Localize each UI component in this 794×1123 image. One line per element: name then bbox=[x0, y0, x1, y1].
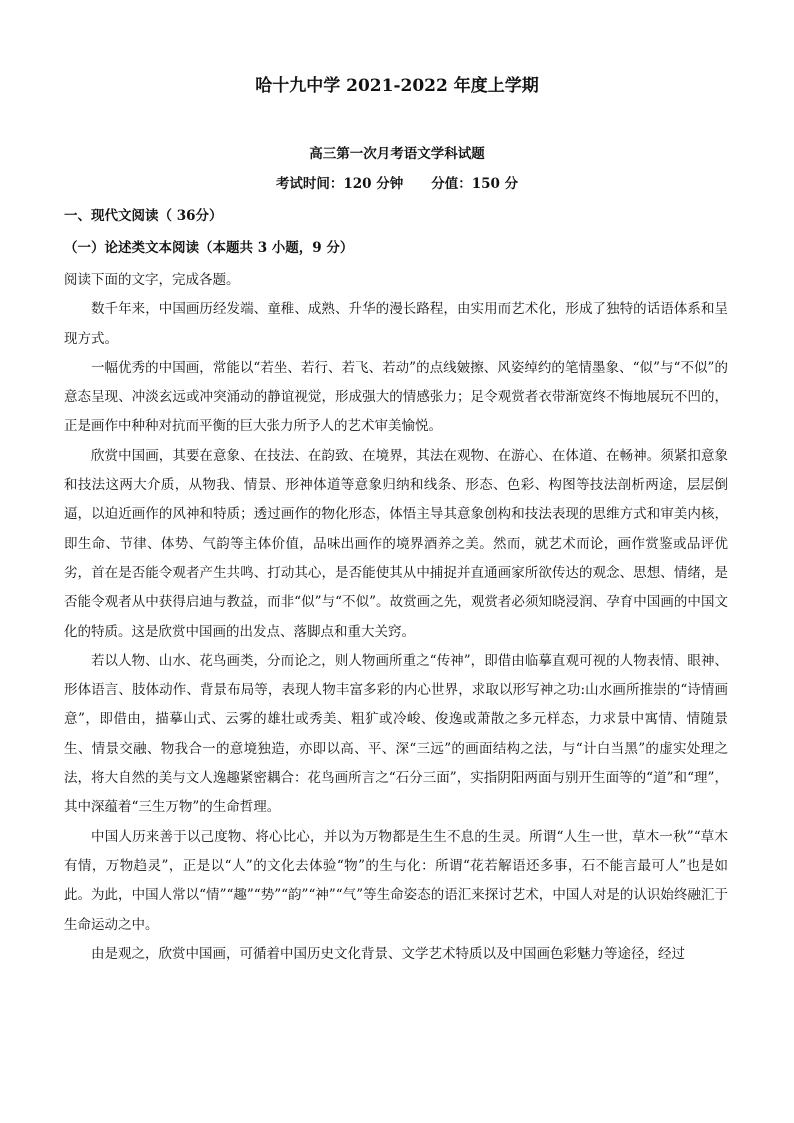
exam-time: 考试时间：120 分钟 bbox=[275, 176, 404, 192]
sub-section-heading: （一）论述类文本阅读（本题共 3 小题，9 分） bbox=[64, 240, 354, 256]
section-heading: 一、现代文阅读（ 36分） bbox=[64, 208, 223, 224]
paragraph: 中国人历来善于以己度物、将心比心，并以为万物都是生生不息的生灵。所谓“人生一世，草木一秋”“草木有情，万物趋灵”，正是以“人”的文化去体验“物”的生与化：所谓“花若解语还多事，石不能言最可人”也是如此。为此，中国人常以“情”“趣”“势”“韵”“神”“气”等生命姿态的语汇来探讨艺术，中国人对是的认识始终融汇于生命运动之中。 bbox=[64, 828, 728, 933]
reading-passage bbox=[64, 266, 728, 969]
exam-info bbox=[0, 173, 794, 195]
paragraph: 由是观之，欣赏中国画，可循着中国历史文化背景、文学艺术特质以及中国画色彩魅力等途径，经过 bbox=[91, 945, 685, 962]
paragraph: 一幅优秀的中国画，常能以“若坐、若行、若飞、若动”的点线皴擦、风姿绰约的笔情墨象、“似”与“不似”的意态呈现、冲淡玄远或冲突涌动的静谊视觉，形成强大的情感张力；足令观赏者衣带渐宽终不悔地展玩不凹的，正是画作中种种对抗而平衡的巨大张力所予人的艺术审美愉悦。 bbox=[64, 359, 728, 435]
school-title: 哈十九中学 2021-2022 年度上学期 bbox=[255, 76, 539, 96]
paragraph: 数千年来，中国画历经发端、童稚、成熟、升华的漫长路程，由实用而艺术化，形成了独特的话语体系和呈现方式。 bbox=[64, 301, 728, 347]
exam-title: 高三第一次月考语文学科试题 bbox=[309, 146, 485, 162]
paragraph: 欣赏中国画，其要在意象、在技法、在韵致、在境界，其法在观物、在游心、在体道、在畅神。须紧扣意象和技法这两大介质，从物我、情景、形神体道等意象归纳和线条、形态、色彩、构图等技法剖析两途，层层倒逼，以迫近画作的风神和特质；透过画作的物化形态，体悟主导其意象创构和技法表现的思维方式和审美内核，即生命、节律、体势、气韵等主体价值，品味出画作的境界酒养之美。然而，就艺术而论，画作赏鉴或品评优劣，首在是否能令观者产生共鸣、打动其心，是否能使其从中捕捉并直通画家所欲传达的观念、思想、情绪，是否能令观者从中获得启迪与教益，而非“似”与“不似”。故赏画之先，观赏者必须知晓浸润、孕育中国画的中国文化的特质。这是欣赏中国画的出发点、落脚点和重大关窍。 bbox=[64, 447, 728, 640]
paragraph: 若以人物、山水、花鸟画类，分而论之，则人物画所重之“传神”，即借由临摹直观可视的人物表情、眼神、形体语言、肢体动作、背景布局等，表现人物丰富多彩的内心世界，求取以形写神之功:山水画所推崇的“诗情画意”，即借由，描摹山式、云雾的雄壮或秀美、粗犷或冷峻、俊逸或萧散之多元样态，力求景中寓情、情随景生、情景交融、物我合一的意境独造，亦即以高、平、深“三远”的画面结构之法，与“计白当黑”的虚实处理之法，将大自然的美与文人逸趣紧密耦合：花鸟画所言之“石分三面”，实指阴阳两面与别开生面等的“道”和“理”，其中深蕴着“三生万物”的生命哲理。 bbox=[64, 652, 728, 816]
instruction-text: 阅读下面的文字，完成各题。 bbox=[64, 272, 240, 288]
exam-score: 分值：150 分 bbox=[431, 176, 519, 192]
